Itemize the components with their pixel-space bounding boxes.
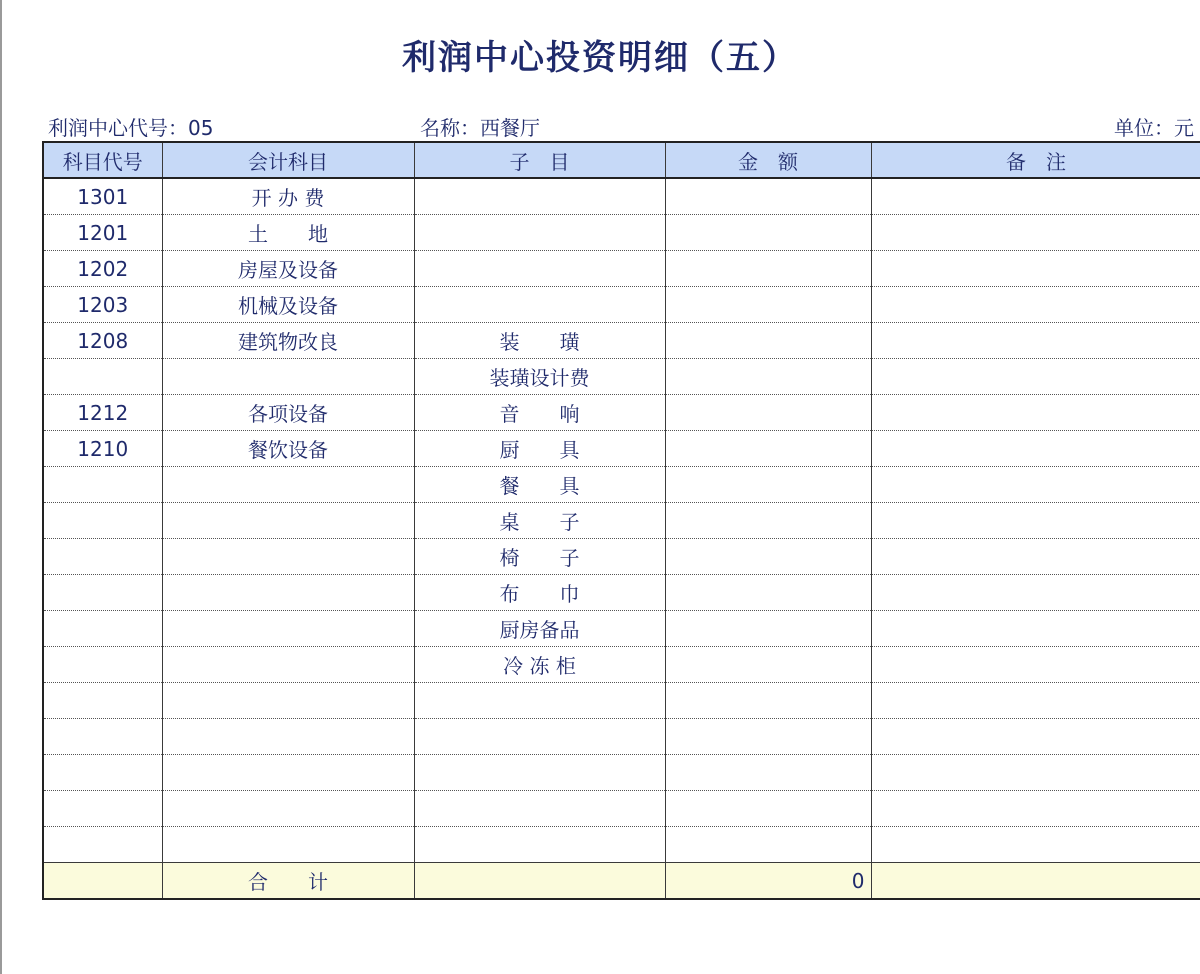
account-subject-cell[interactable]: 开 办 费	[162, 178, 414, 215]
page-title: 利润中心投资明细（五）	[402, 38, 798, 78]
account-code-cell[interactable]	[43, 467, 162, 503]
sub-item-cell[interactable]: 布 巾	[414, 575, 665, 611]
total-amount[interactable]: 0	[665, 863, 871, 900]
sub-item-cell[interactable]: 椅 子	[414, 539, 665, 575]
table-row	[43, 647, 1200, 683]
account-subject-cell[interactable]: 机械及设备	[162, 287, 414, 323]
amount-cell[interactable]	[665, 503, 871, 539]
amount-cell[interactable]	[665, 647, 871, 683]
sub-item-cell[interactable]: 装璜设计费	[414, 359, 665, 395]
account-code-cell[interactable]: 1201	[43, 215, 162, 251]
amount-cell[interactable]	[665, 287, 871, 323]
note-cell[interactable]	[871, 215, 1200, 251]
amount-cell[interactable]	[665, 178, 871, 215]
account-code-cell[interactable]: 1212	[43, 395, 162, 431]
amount-cell[interactable]	[665, 467, 871, 503]
total-code-cell[interactable]	[43, 863, 162, 900]
account-code-cell[interactable]	[43, 827, 162, 863]
note-cell[interactable]	[871, 683, 1200, 719]
account-subject-cell[interactable]	[162, 719, 414, 755]
table-row	[43, 683, 1200, 719]
profit-center-name: 名称：西餐厅	[420, 116, 540, 140]
sub-item-cell[interactable]	[414, 215, 665, 251]
account-subject-cell[interactable]	[162, 539, 414, 575]
sub-item-cell[interactable]	[414, 683, 665, 719]
table-row	[43, 395, 1200, 431]
sub-item-cell[interactable]: 厨房备品	[414, 611, 665, 647]
amount-cell[interactable]	[665, 755, 871, 791]
sub-item-cell[interactable]: 音 响	[414, 395, 665, 431]
note-cell[interactable]	[871, 467, 1200, 503]
account-code-cell[interactable]	[43, 503, 162, 539]
sub-item-cell[interactable]: 餐 具	[414, 467, 665, 503]
table-row	[43, 575, 1200, 611]
note-cell[interactable]	[871, 647, 1200, 683]
table-row	[43, 539, 1200, 575]
sub-item-cell[interactable]	[414, 178, 665, 215]
sub-item-cell[interactable]	[414, 287, 665, 323]
account-code-cell[interactable]: 1301	[43, 178, 162, 215]
note-cell[interactable]	[871, 503, 1200, 539]
amount-cell[interactable]	[665, 719, 871, 755]
account-subject-cell[interactable]: 各项设备	[162, 395, 414, 431]
table-row	[43, 251, 1200, 287]
header-remarks[interactable]: 备 注	[871, 142, 1200, 178]
table-row	[43, 215, 1200, 251]
total-note-cell[interactable]	[871, 863, 1200, 900]
currency-unit: 单位：元	[1114, 116, 1194, 140]
account-subject-cell[interactable]	[162, 611, 414, 647]
window-left-edge	[0, 0, 2, 974]
note-cell[interactable]	[871, 431, 1200, 467]
amount-cell[interactable]	[665, 539, 871, 575]
note-cell[interactable]	[871, 539, 1200, 575]
table-row	[43, 178, 1200, 215]
account-code-cell[interactable]: 1202	[43, 251, 162, 287]
account-subject-cell[interactable]	[162, 755, 414, 791]
sub-item-cell[interactable]: 桌 子	[414, 503, 665, 539]
account-code-cell[interactable]	[43, 575, 162, 611]
header-account-subject[interactable]: 会计科目	[162, 142, 414, 178]
sub-item-cell[interactable]: 冷 冻 柜	[414, 647, 665, 683]
table-row	[43, 503, 1200, 539]
amount-cell[interactable]	[665, 395, 871, 431]
account-code-cell[interactable]: 1203	[43, 287, 162, 323]
amount-cell[interactable]	[665, 611, 871, 647]
account-code-cell[interactable]: 1208	[43, 323, 162, 359]
amount-cell[interactable]	[665, 323, 871, 359]
table-row	[43, 611, 1200, 647]
note-cell[interactable]	[871, 287, 1200, 323]
account-subject-cell[interactable]	[162, 467, 414, 503]
account-subject-cell[interactable]	[162, 575, 414, 611]
table-row	[43, 359, 1200, 395]
amount-cell[interactable]	[665, 431, 871, 467]
total-label[interactable]: 合 计	[162, 863, 414, 900]
table-row	[43, 431, 1200, 467]
table-row	[43, 467, 1200, 503]
note-cell[interactable]	[871, 178, 1200, 215]
total-sub-cell[interactable]	[414, 863, 665, 900]
account-code-cell[interactable]	[43, 359, 162, 395]
amount-cell[interactable]	[665, 251, 871, 287]
account-code-cell[interactable]	[43, 719, 162, 755]
note-cell[interactable]	[871, 755, 1200, 791]
sub-item-cell[interactable]	[414, 719, 665, 755]
account-subject-cell[interactable]	[162, 359, 414, 395]
table-row	[43, 287, 1200, 323]
sub-item-cell[interactable]: 厨 具	[414, 431, 665, 467]
sub-item-cell[interactable]	[414, 791, 665, 827]
table-row	[43, 719, 1200, 755]
account-subject-cell[interactable]: 建筑物改良	[162, 323, 414, 359]
account-subject-cell[interactable]	[162, 827, 414, 863]
sub-item-cell[interactable]	[414, 827, 665, 863]
note-cell[interactable]	[871, 395, 1200, 431]
note-cell[interactable]	[871, 791, 1200, 827]
account-subject-cell[interactable]	[162, 683, 414, 719]
account-code-cell[interactable]	[43, 539, 162, 575]
note-cell[interactable]	[871, 251, 1200, 287]
note-cell[interactable]	[871, 827, 1200, 863]
table-row	[43, 755, 1200, 791]
account-code-cell[interactable]: 1210	[43, 431, 162, 467]
account-code-cell[interactable]	[43, 683, 162, 719]
investment-detail-table	[42, 141, 1200, 900]
table-row	[43, 791, 1200, 827]
account-subject-cell[interactable]	[162, 791, 414, 827]
account-subject-cell[interactable]: 土 地	[162, 215, 414, 251]
account-subject-cell[interactable]: 房屋及设备	[162, 251, 414, 287]
account-code-cell[interactable]	[43, 791, 162, 827]
note-cell[interactable]	[871, 323, 1200, 359]
amount-cell[interactable]	[665, 215, 871, 251]
note-cell[interactable]	[871, 719, 1200, 755]
header-amount[interactable]: 金 额	[665, 142, 871, 178]
note-cell[interactable]	[871, 575, 1200, 611]
sub-item-cell[interactable]	[414, 251, 665, 287]
amount-cell[interactable]	[665, 827, 871, 863]
amount-cell[interactable]	[665, 575, 871, 611]
table-row	[43, 827, 1200, 863]
account-code-cell[interactable]	[43, 755, 162, 791]
account-subject-cell[interactable]	[162, 647, 414, 683]
account-subject-cell[interactable]	[162, 503, 414, 539]
note-cell[interactable]	[871, 359, 1200, 395]
amount-cell[interactable]	[665, 683, 871, 719]
note-cell[interactable]	[871, 611, 1200, 647]
profit-center-code: 利润中心代号：05	[48, 116, 214, 140]
sub-item-cell[interactable]	[414, 755, 665, 791]
table-row	[43, 323, 1200, 359]
total-row	[43, 863, 1200, 900]
amount-cell[interactable]	[665, 791, 871, 827]
table-header-row	[43, 142, 1200, 178]
account-code-cell[interactable]	[43, 647, 162, 683]
header-sub-item[interactable]: 子 目	[414, 142, 665, 178]
account-code-cell[interactable]	[43, 611, 162, 647]
sub-item-cell[interactable]: 装 璜	[414, 323, 665, 359]
header-account-code[interactable]: 科目代号	[43, 142, 162, 178]
account-subject-cell[interactable]: 餐饮设备	[162, 431, 414, 467]
amount-cell[interactable]	[665, 359, 871, 395]
